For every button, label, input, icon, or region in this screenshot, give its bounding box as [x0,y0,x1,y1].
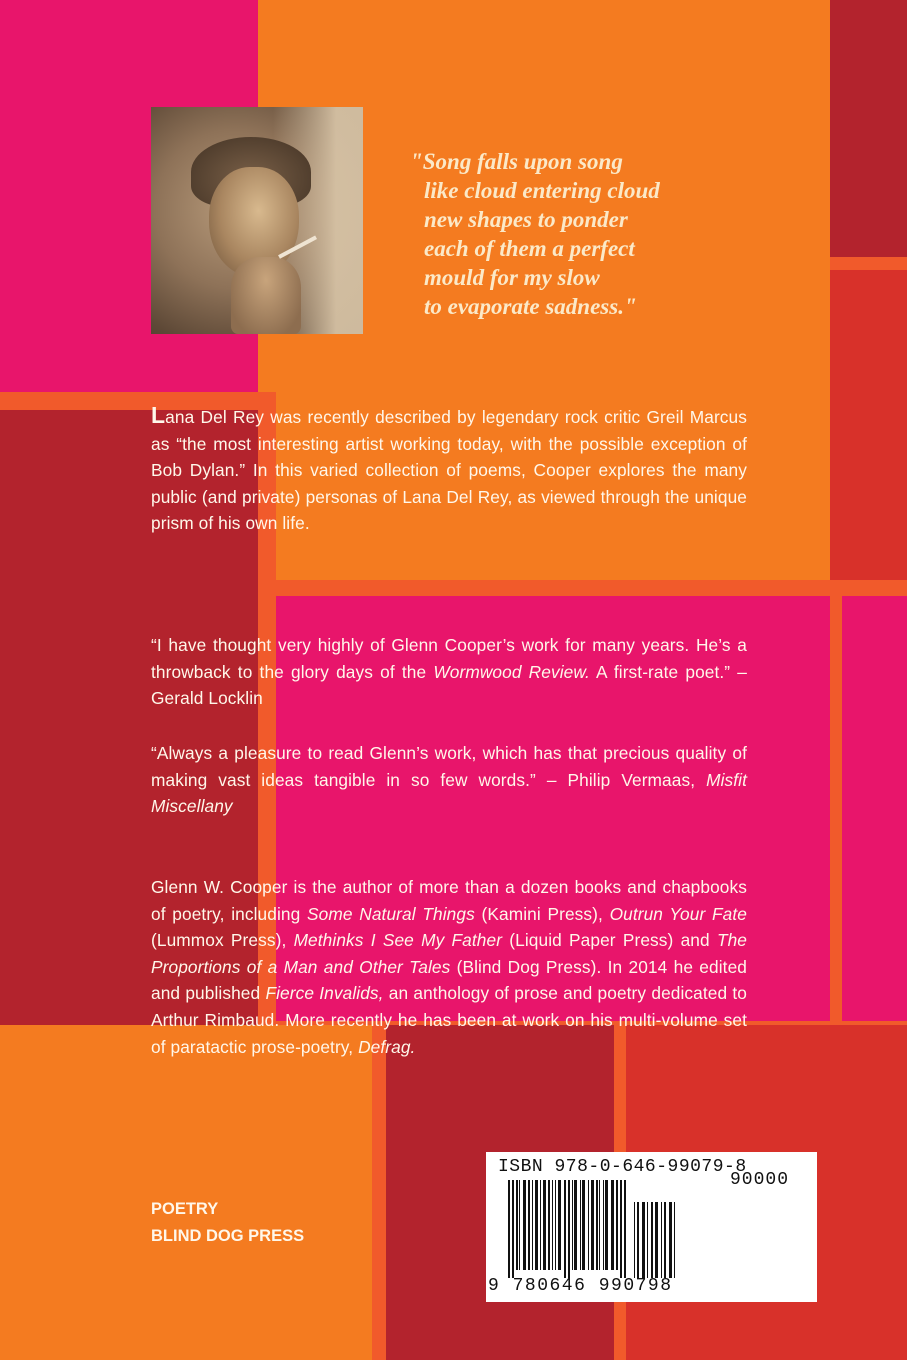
review-vermaas [151,740,747,820]
book-title: Fierce Invalids, [265,983,384,1004]
book-title: Defrag. [358,1036,416,1057]
quote-line: "Song falls upon song [410,149,623,174]
book-title: Outrun Your Fate [609,903,747,924]
quote-line: new shapes to ponder [424,207,628,232]
review-text: “Always a pleasure to read Glenn’s work, which has that precious quality of making vast ideas tangible in so few words.” – Philip Vermaas, [151,743,747,790]
cover-footer [151,1196,304,1250]
bio-text: an anthology of prose and poetry dedicated to Arthur Rimbaud. More recently he has been at work on his multi-volume set of paratactic prose-poetry, [151,983,748,1057]
bg-orange-bottom-left [0,1025,372,1360]
quote-line: mould for my slow [424,265,600,290]
quote-line: to evaporate sadness." [424,294,637,319]
blurb-dropcap: L [151,402,166,428]
barcode-ean-digits: 9 780646 990798 [488,1276,673,1296]
review-text: “I have thought very highly of Glenn Cooper’s work for many years. He’s a throwback to the glory days of the [151,635,747,682]
bio-text: (Lummox Press), [151,930,294,951]
quote-line: each of them a perfect [424,236,635,261]
bio-text: (Liquid Paper Press) and [502,930,717,951]
book-title: Some Natural Things [307,903,475,924]
author-bio [151,874,747,1060]
book-blurb [151,402,747,537]
genre-label: POETRY [151,1200,219,1218]
blurb-text: ana Del Rey was recently described by legendary rock critic Greil Marcus as “the most interesting artist working today, with the possible exception of Bob Dylan.” In this varied collection of poems, Cooper explores the many public (and private) personas of Lana Del Rey, as viewed through the unique prism of his own life. [151,407,747,534]
bio-text: (Kamini Press), [474,903,610,924]
author-portrait-photo [151,107,363,334]
bg-red-right-mid [830,270,907,580]
bg-maroon-top-right [830,0,907,257]
poem-quote [410,147,740,321]
review-text: A first-rate poet.” – Gerald Locklin [151,661,748,709]
bio-text: Glenn W. Cooper is the author of more than a dozen books and chapbooks of poetry, including [151,877,747,924]
barcode-addon-digits: 90000 [730,1170,790,1190]
isbn-barcode [486,1152,817,1302]
book-title: The Proportions of a Man and Other Tales [151,930,748,977]
review-locklin [151,632,747,712]
book-title: Methinks I See My Father [293,930,503,951]
isbn-label: ISBN 978-0-646-99079-8 [498,1157,747,1177]
barcode-bars-icon [498,1180,808,1280]
quote-line: like cloud entering cloud [424,178,660,203]
publisher-label: BLIND DOG PRESS [151,1227,305,1245]
review-title: Misfit Miscellany [151,769,747,817]
bio-text: (Blind Dog Press). In 2014 he edited and published [151,956,747,1004]
review-title: Wormwood Review. [433,661,590,682]
bg-pink-right [842,596,907,1021]
